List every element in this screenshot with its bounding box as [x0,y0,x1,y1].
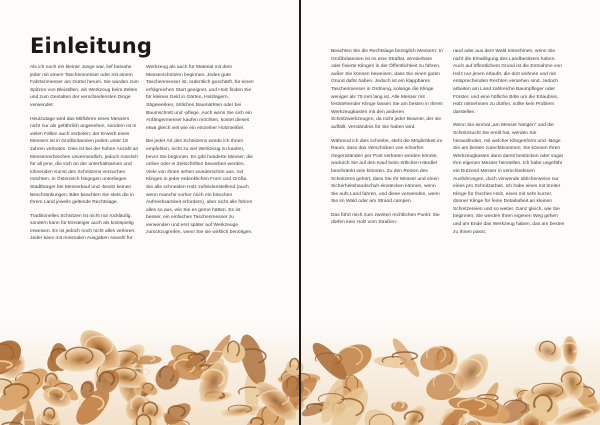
paragraph: Heutzutage wird das Mitführen eines Messers nicht nur als gefährlich angesehen, sondern ist in vielen Fällen auch verboten; der Erwerb eines Messers ist in Großbritannien jedem unter 18 Jahren verboten. Dies ist bei der hohen Anzahl an Messerverbrechen unvermeidlich, jedoch misslich für all jene, die sich an der unterhaltsamen und lohnenden Kunst des Schnitzens versuchen möchten. In Österreich hingegen unterliegen Stadtbürger bei Messerkauf und -besitz keinen Beschränkungen. Bitte beachten Sie stets die in Ihrem Land jeweils geltende Rechtslage. [30,116,139,206]
paragraph: Wenn Sie einmal „am Messer hängen“ und die Schnitzsucht Sie ereilt hat, werden Sie herausfinden, mit welcher Klingenform und -länge Sie am besten zurechtkommen; Sie können Ihren Werkzeugkasten dann damit bestücken oder sogar Ihre eigenen Messer herstellen. Ich habe ungefähr ein Dutzend Messer in verschiedenen Ausführungen, doch verwende üblicherweise nur eines pro Schnitzarbeit. Ich habe eines mit breiter Klinge für frisches Holz, eines mit sehr kurzer, dünner Klinge für feine Detailarbeit an kleinen Schnitzereien und so weiter. Ganz gleich, wie Sie beginnen, Sie werden Ihren eigenen Weg gehen und am Ende das Werkzeug haben, das am besten zu Ihnen passt. [453,123,565,235]
paragraph: Das führt mich zum zweiten rechtlichen Punkt: Sie dürfen kein Holz vom Straßen- [331,212,440,226]
paragraph: Werkzeug als auch für Material mit dem Messerschnitzen beginnen. Jedes gute Taschenmesser ist, ordentlich geschärft, für einen erfolgreichen Start geeignet, und Holz finden Sie für kleines Geld in Gärten, Holzlagern, Sägewerken, örtlichen Baumärkten oder bei Baumschnitt und -pflege. Auch wenn Sie sich ein Anfängermesser kaufen möchten, kostet dieses etwa gleich viel wie ein einzelner Holzmeißel. [146,65,254,131]
paragraph: Als ich noch ein kleiner Junge war, lief beinahe jeder mit einem Taschenmesser oder mit einem Fahrtenmesser am Gürtel herum. Sie wurden zum Spitzen von Bleistiften, als Werkzeug beim Zelten und zum Gestalten der verschiedensten Dinge verwendet. [30,65,139,108]
page-title: Einleitung [30,34,153,58]
paragraph: rand oder aus dem Wald entnehmen, wenn Sie nicht die Einwilligung des Landbesitzers haben. Auch auf öffentlichem Grund ist die Entnahme von Holz nur jenen erlaubt, die dort wohnen und mit entsprechenden Rechten versehen sind. Jedoch arbeiten am Land zahlreiche Baumpfleger oder Förster, und eine höfliche Bitte um die Erlaubnis, Holz mitnehmen zu dürfen, sollte kein Problem darstellen. [453,49,562,115]
paragraph: Beachten Sie die Rechtslage bezüglich Messern: In Großbritannien ist es eine Straftat, arretierbare oder fixierte Klingen in der Öffentlichkeit zu führen, außer Sie können beweisen, dass Sie einen guten Grund dafür haben. Jedoch ist ein klappbares Taschenmesser in Ordnung, solange die Klinge weniger als 75 mm lang ist. Alle Messer mit feststehender Klinge lassen Sie am besten in Ihrem Werkzeugkasten mit den anderen Schnitzwerkzeugen, da nicht jeder Beamte, der sie auffällt, Verständnis für Sie haben wird. [331,49,443,130]
paragraph: Traditionelles Schnitzen ist nicht nur rückläufig, sondern kann für Einsteiger auch als kostspielig erweisen. Es ist jedoch noch nicht alles verloren: Jeder kann mit minimalen Ausgaben sowohl für [30,213,136,242]
paragraph: Während ich dies schreibe, steht die Möglichkeit im Raum, dass das Verschicken von scharfen Gegenständen per Post verboten werden könnte, wodurch Sie auf den Kauf beim örtlichen Händler beschränkt sein könnten. Zu den Reizen des Schnitzens gehört, dass Sie Ihr Messer und einen Sicherheitshandschuh einstecken können, wenn Sie aufs Land fahren, und diese verwenden, wenn Sie im Wald oder am Strand campen. [331,138,443,205]
text-column-4 [453,48,566,242]
text-column-2 [146,64,256,243]
right-page [301,0,600,425]
text-column-3 [331,48,443,233]
text-column-1 [30,64,140,249]
page-gutter [299,0,301,425]
paragraph: Bei jeder Art des Schnitzens würde ich Ihnen empfehlen, nicht zu viel Werkzeug zu kaufen, bevor Sie beginnen. Es gibt hunderte Messer, die online oder in Zeitschriften beworben werden. Viele von ihnen sehen wunderschön aus, mit Klingen in jeder erdenklichen Form und Größe. Sie alle schneiden Holz zufriedenstellend (auch wenn manche vorher noch ein bisschen Aufmerksamkeit erfordern), aber nicht alle führen alles so aus, wie Sie es gerne hätten. Es ist besser, ein einfaches Taschenmesser zu verwenden und erst später auf Werkzeuge zurückzugreifen, wenn Sie sie wirklich benötigen. [146,139,253,236]
